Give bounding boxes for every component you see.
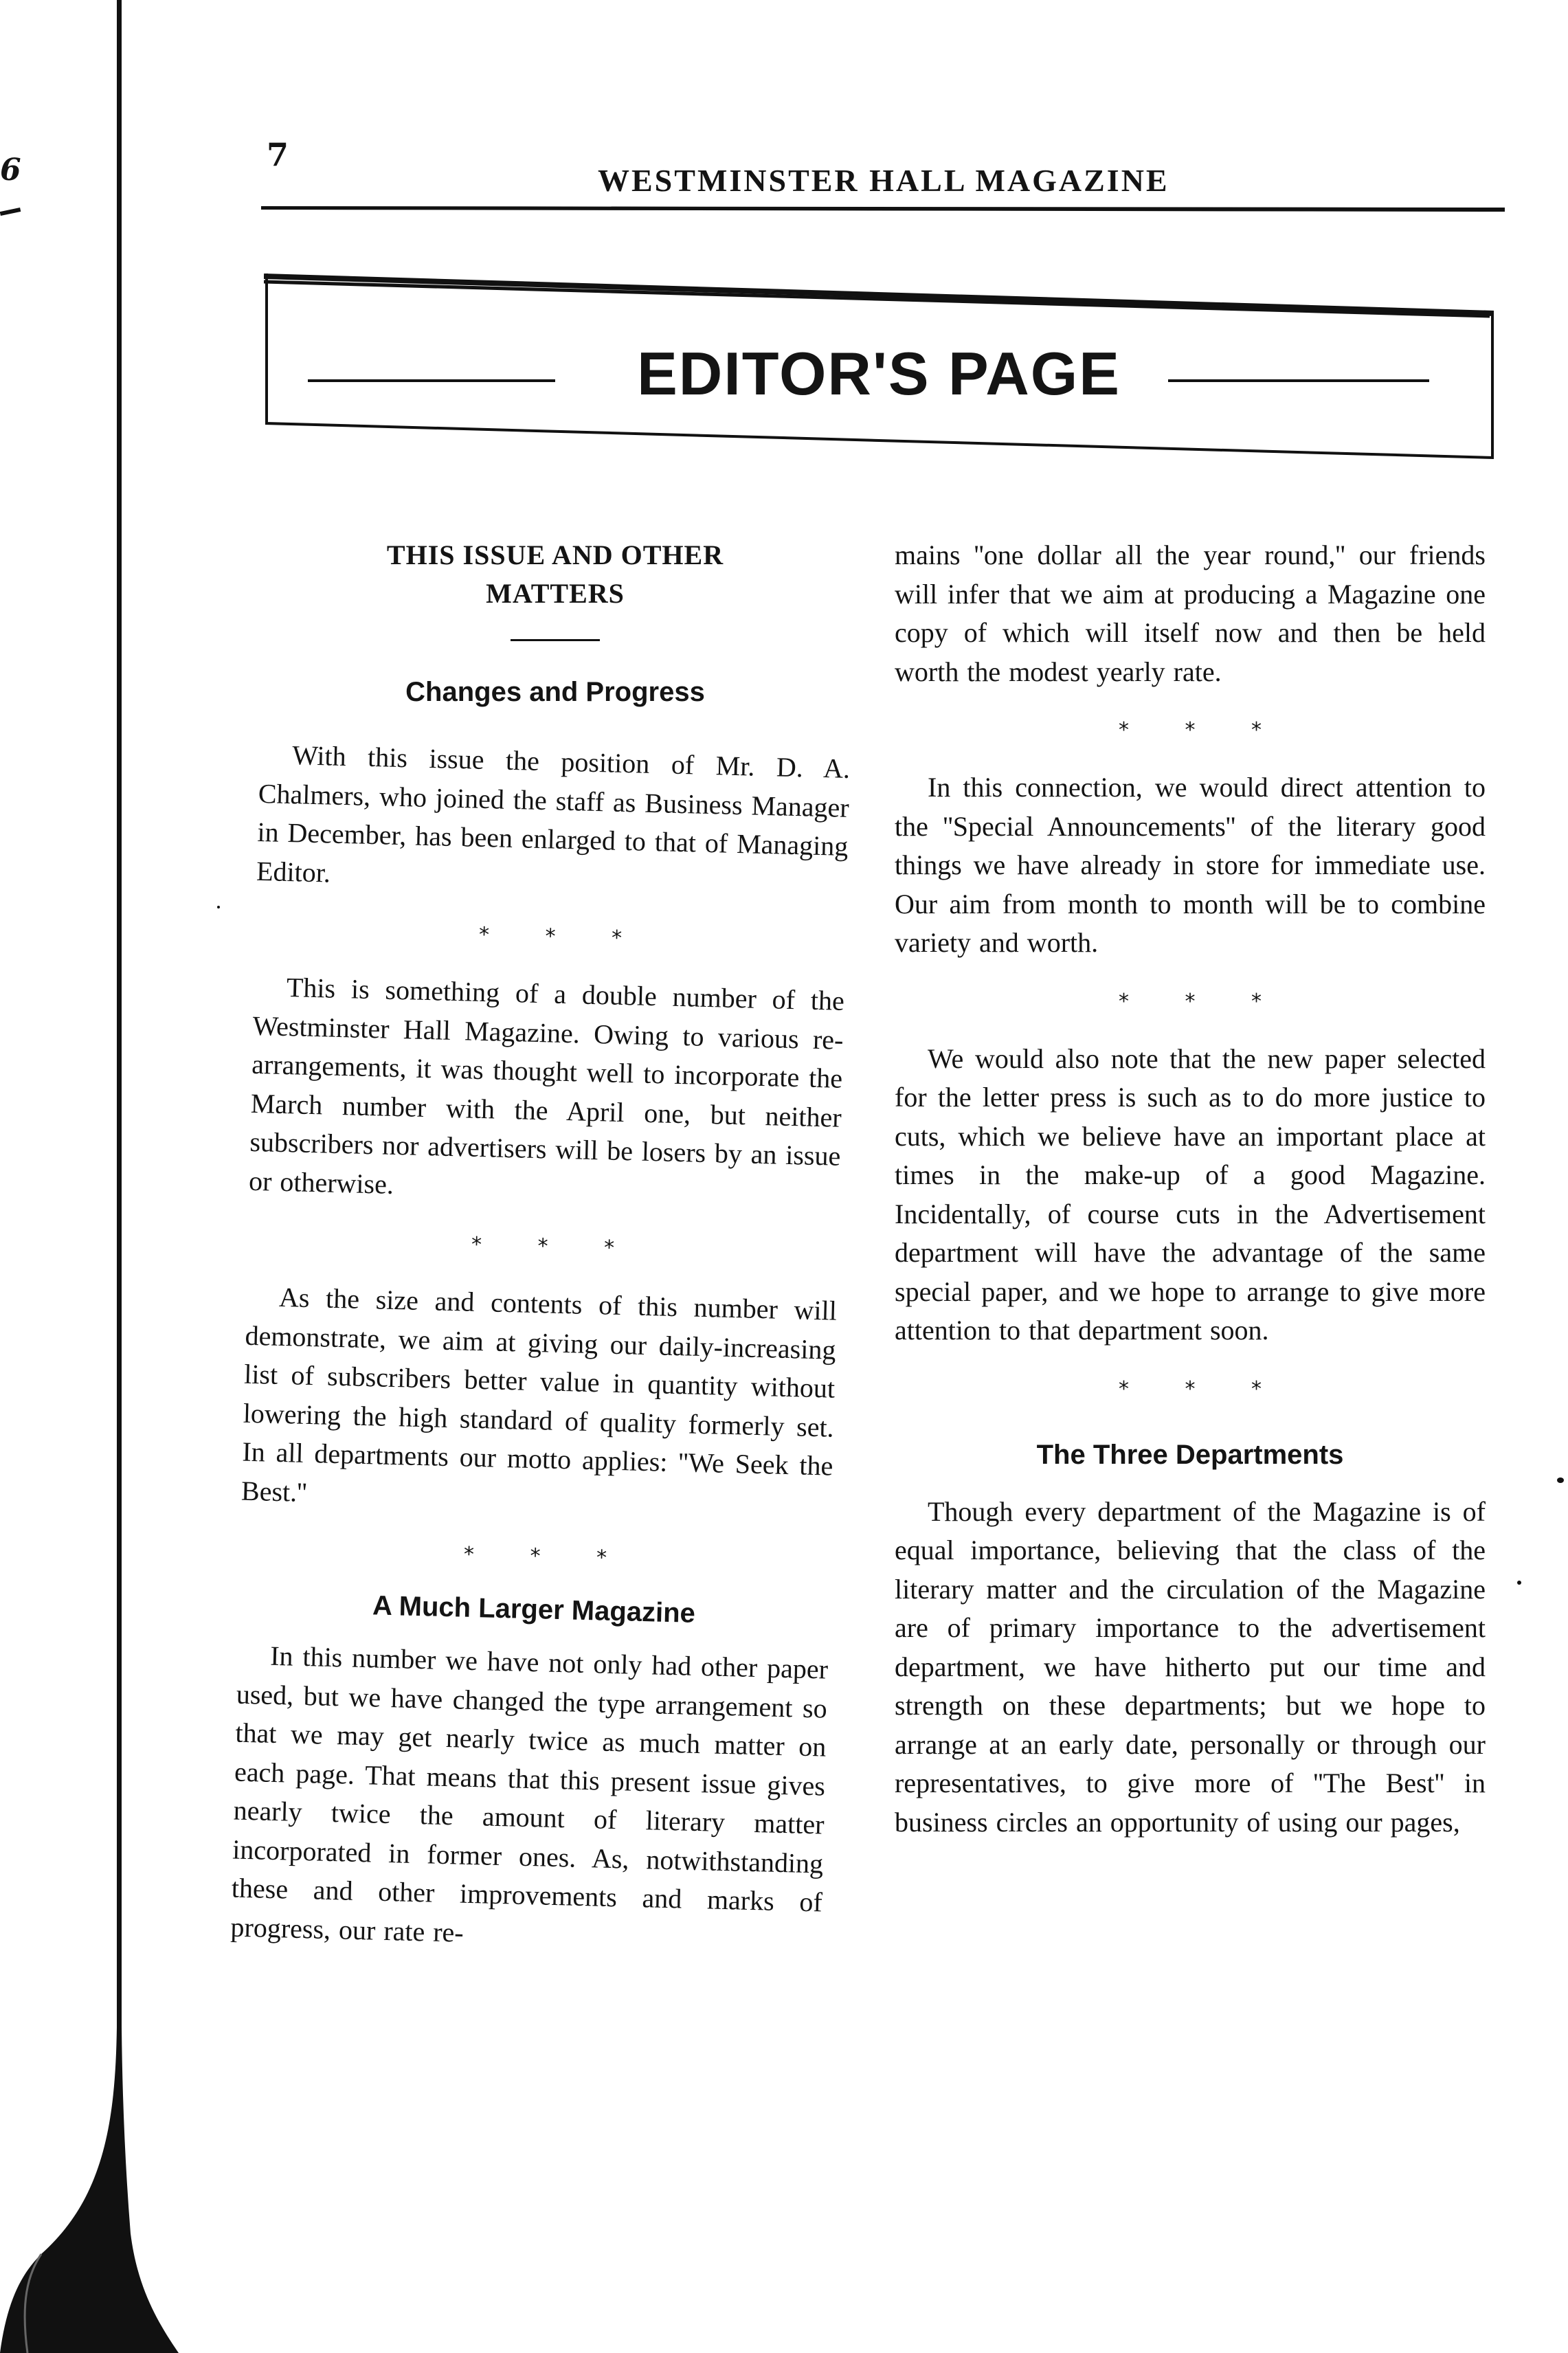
right-column — [895, 536, 1486, 1842]
scan-speck — [1557, 1477, 1564, 1483]
article-title-line-1: THIS ISSUE AND OTHER — [386, 539, 724, 570]
left-column — [230, 536, 851, 1948]
paragraph-double-number: This is something of a double number of the Westminster Hall Magazine. Owing to various re-arrangements, it was thought well to incorporate the March number with the April one, but neither subscribers nor advertisers will be losers by an issue or otherwise. — [248, 972, 845, 1200]
section-break-stars: * * * — [1118, 718, 1287, 742]
section-break-stars: * * * — [478, 922, 647, 951]
paragraph-special-announcements: In this connection, we would direct attention to the ''Special Announcements'' of the literary good things we have already in store for immediate use. Our aim from month to month will be to combine variety and worth. — [895, 772, 1486, 958]
section-break-stars: * * * — [1118, 1376, 1287, 1401]
banner-dash-right — [1168, 379, 1429, 382]
title-divider-rule — [511, 639, 600, 641]
paragraph-rate-continued: mains ''one dollar all the year round,'' our friends will infer that we aim at producing a Magazine one copy of which will itself now and then be held worth the modest yearly rate. — [895, 539, 1486, 687]
binding-shadow — [0, 2027, 179, 2353]
section-break-stars: * * * — [1118, 989, 1287, 1014]
section-heading-much-larger-magazine: A Much Larger Magazine — [372, 1590, 696, 1629]
banner-title: EDITOR'S PAGE — [637, 339, 1121, 408]
header-rule — [261, 206, 1505, 212]
paragraph-three-departments: Though every department of the Magazine is of equal importance, believing that the class of the literary matter and the circulation of the Magazine are of primary importance to the advertisement department, we have hitherto put our time and strength on these departments; but we hope to arrange at an early date, personally or through our representatives, to give more of ''The Best'' in business circles an opportunity of using our pages, — [895, 1495, 1486, 1838]
section-break-stars: * * * — [471, 1232, 640, 1261]
binding-edge-line — [117, 0, 122, 2353]
paragraph-new-paper: We would also note that the new paper selected for the letter press is such as to do more justice to cuts, which we believe have an important place at times in the make-up of a good Magazine. Incidentally, of course cuts in the Advertisement department will have the advantage of the same special paper, and we hope to arrange to give more attention to that department soon. — [895, 1042, 1486, 1346]
scan-speck — [1517, 1581, 1521, 1585]
article-title-line-2: MATTERS — [486, 578, 625, 609]
previous-page-number: 6 — [0, 153, 21, 188]
warped-text-block — [230, 735, 851, 1961]
running-head: WESTMINSTER HALL MAGAZINE — [598, 163, 1169, 198]
paragraph-size-and-contents: As the size and contents of this number will demonstrate, we aim at giving our daily-increasing list of subscribers better value in quantity without lowering the high standard of quality formerly set. In all departments our motto applies: ''We Seek the Best.'' — [240, 1281, 838, 1508]
section-heading-three-departments: The Three Departments — [1036, 1439, 1344, 1470]
section-break-stars: * * * — [463, 1542, 632, 1571]
paragraph-chalmers: With this issue the position of Mr. D. A. Chalmers, who joined the staff as Business Manager in December, has been enlarged to that of Managing Editor. — [256, 739, 851, 889]
previous-page-mark — [0, 208, 21, 216]
paragraph-larger-magazine: In this number we have not only had other paper used, but we have changed the type arrangement so that we may get nearly twice as much matter on each page. That means that this present issue gives nearly twice the amount of literary matter incorporated in former ones. As, notwithstanding these and other improvements and marks of progress, our rate re- — [230, 1640, 829, 1948]
scan-speck — [217, 906, 220, 908]
page-number: 7 — [267, 136, 289, 173]
section-heading-changes-and-progress: Changes and Progress — [405, 677, 705, 707]
